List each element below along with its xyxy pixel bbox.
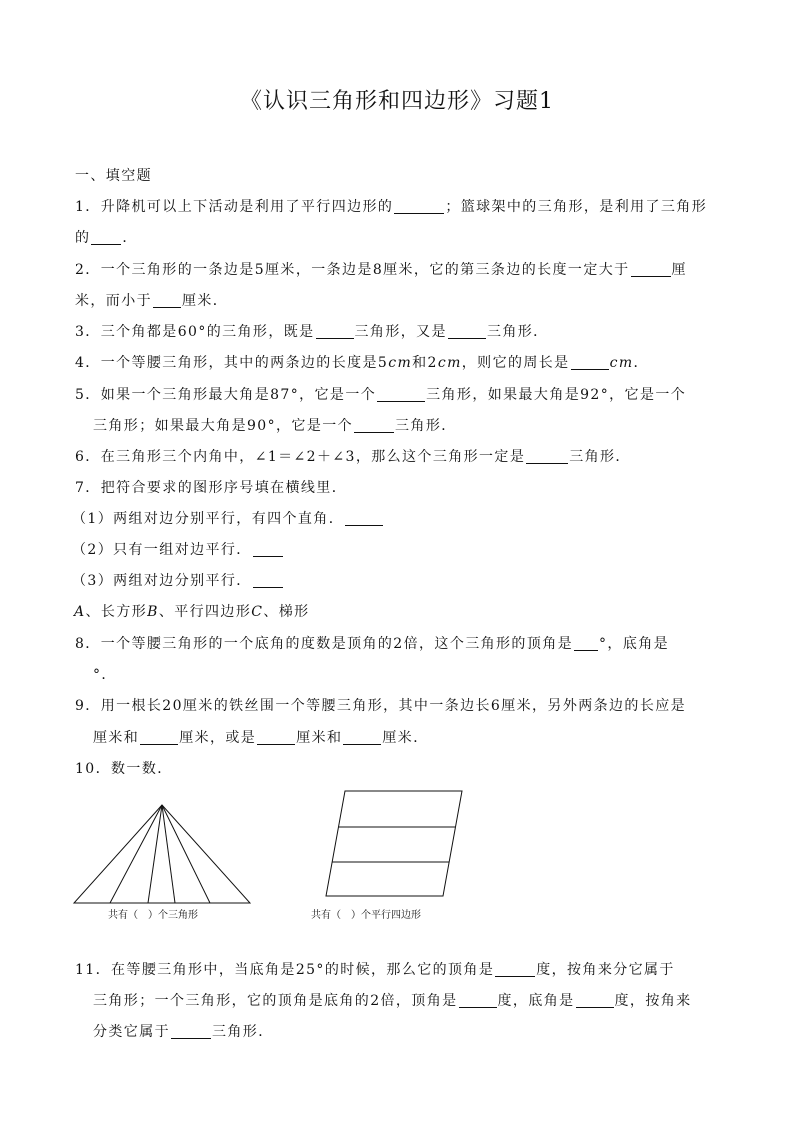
question-11-line-1 bbox=[75, 961, 675, 979]
question-1-line-1 bbox=[75, 198, 707, 216]
q11-blank-3[interactable] bbox=[576, 993, 614, 1008]
q2-text-c: 米，而小于 bbox=[75, 293, 152, 309]
q11-text-e: 度，按角来 bbox=[614, 993, 692, 1009]
q4-text-d: ． bbox=[633, 355, 649, 371]
q4-blank[interactable] bbox=[571, 355, 609, 370]
parallelogram-figure-caption: 共有（ ）个平行四边形 bbox=[311, 910, 421, 921]
q11-blank-2[interactable] bbox=[459, 993, 497, 1008]
question-2-line-1 bbox=[75, 261, 687, 279]
option-b-text: 、平行四边形 bbox=[158, 604, 252, 620]
page-title: 《认识三角形和四边形》习题1 bbox=[240, 89, 554, 114]
q5-text-a: 5．如果一个三角形最大角是87°，它是一个 bbox=[75, 387, 377, 403]
q11-blank-4[interactable] bbox=[171, 1024, 211, 1039]
question-1-line-2 bbox=[75, 229, 138, 247]
q7-blank-1[interactable] bbox=[345, 511, 383, 526]
q8-text-c: °． bbox=[93, 667, 117, 683]
q5-text-b: 三角形，如果最大角是92°，它是一个 bbox=[426, 387, 687, 403]
option-a-text: 、长方形 bbox=[85, 604, 148, 620]
q6-text-a: 6．在三角形三个内角中，∠1＝∠2＋∠3，那么这个三角形一定是 bbox=[75, 449, 526, 465]
q1-text-a: 1．升降机可以上下活动是利用了平行四边形的 bbox=[75, 199, 394, 215]
q11-text-a: 11．在等腰三角形中，当底角是25°的时候，那么它的顶角是 bbox=[75, 962, 495, 978]
q4-text-c: ，则它的周长是 bbox=[461, 355, 570, 371]
q11-blank-1[interactable] bbox=[495, 962, 535, 977]
q4-text-b: 和2 bbox=[412, 355, 438, 371]
question-6 bbox=[75, 448, 631, 466]
question-5-line-2 bbox=[93, 417, 457, 435]
question-2-line-2 bbox=[75, 292, 228, 310]
question-5-line-1 bbox=[75, 386, 686, 404]
q2-text-b: 厘 bbox=[671, 262, 687, 278]
question-7-sub-3 bbox=[72, 572, 284, 590]
question-7: 7．把符合要求的图形序号填在横线里． bbox=[75, 480, 348, 496]
q3-blank-2[interactable] bbox=[448, 324, 486, 339]
q9-text-c: 厘米，或是 bbox=[179, 730, 257, 746]
question-3 bbox=[75, 323, 549, 341]
q5-text-d: 三角形． bbox=[395, 418, 457, 434]
q6-text-b: 三角形． bbox=[569, 449, 631, 465]
q6-blank[interactable] bbox=[526, 449, 568, 464]
triangle-figure bbox=[70, 800, 260, 925]
option-c-text: 、梯形 bbox=[263, 604, 310, 620]
q4-unit-3: cm bbox=[609, 355, 634, 371]
question-9-line-1 bbox=[75, 697, 686, 715]
q1-text-c: 的 bbox=[75, 230, 91, 246]
q4-unit-1: cm bbox=[388, 355, 413, 371]
question-11-line-3 bbox=[93, 1023, 274, 1041]
q7-blank-3[interactable] bbox=[253, 573, 283, 588]
q1-text-b: ；篮球架中的三角形，是利用了三角形 bbox=[445, 199, 708, 215]
q3-blank-1[interactable] bbox=[316, 324, 354, 339]
q5-blank-1[interactable] bbox=[377, 387, 425, 402]
parallelogram-figure bbox=[305, 787, 470, 925]
q9-text-d: 厘米和 bbox=[296, 730, 343, 746]
q11-text-f: 分类它属于 bbox=[93, 1024, 170, 1040]
question-7-options bbox=[74, 603, 310, 621]
q9-text-e: 厘米． bbox=[382, 730, 429, 746]
q1-blank-1[interactable] bbox=[394, 199, 444, 214]
q9-text-a: 9．用一根长20厘米的铁丝围一个等腰三角形，其中一条边长6厘米，另外两条边的长应是 bbox=[75, 698, 687, 714]
question-10: 10．数一数． bbox=[75, 761, 173, 777]
question-11-line-2 bbox=[93, 992, 692, 1010]
option-c-letter: C bbox=[251, 604, 264, 620]
q4-unit-2: cm bbox=[437, 355, 462, 371]
q4-text-a: 4．一个等腰三角形，其中的两条边的长度是5 bbox=[75, 355, 389, 371]
q7-sub-2-text: （2）只有一组对边平行． bbox=[72, 542, 252, 558]
q7-sub-3-text: （3）两组对边分别平行． bbox=[72, 573, 252, 589]
q1-blank-2[interactable] bbox=[91, 230, 121, 245]
q8-blank-1[interactable] bbox=[574, 636, 598, 651]
q1-text-d: ． bbox=[122, 230, 138, 246]
section-heading: 一、填空题 bbox=[75, 168, 152, 184]
q2-text-a: 2．一个三角形的一条边是5厘米，一条边是8厘米，它的第三条边的长度一定大于 bbox=[75, 262, 630, 278]
option-a-letter: A bbox=[74, 604, 86, 620]
q7-sub-1-text: （1）两组对边分别平行，有四个直角． bbox=[72, 511, 345, 527]
question-8-line-1 bbox=[75, 635, 669, 653]
q11-text-g: 三角形． bbox=[212, 1024, 274, 1040]
q8-text-a: 8．一个等腰三角形的一个底角的度数是顶角的2倍，这个三角形的顶角是 bbox=[75, 636, 574, 652]
q9-blank-2[interactable] bbox=[257, 730, 295, 745]
q3-text-c: 三角形． bbox=[486, 324, 549, 340]
question-8-line-2 bbox=[93, 666, 117, 684]
q3-text-a: 3．三个角都是60°的三角形，既是 bbox=[75, 324, 315, 340]
q5-blank-2[interactable] bbox=[354, 418, 394, 433]
q2-blank-2[interactable] bbox=[153, 293, 181, 308]
q8-text-b: °，底角是 bbox=[599, 636, 670, 652]
q11-text-d: 度，底角是 bbox=[497, 993, 575, 1009]
q9-blank-1[interactable] bbox=[140, 730, 178, 745]
question-9-line-2 bbox=[93, 729, 429, 747]
question-7-sub-1 bbox=[72, 510, 384, 528]
q9-blank-3[interactable] bbox=[343, 730, 381, 745]
q11-text-b: 度，按角来分它属于 bbox=[536, 962, 675, 978]
q7-blank-2[interactable] bbox=[253, 542, 283, 557]
question-4 bbox=[75, 354, 649, 372]
q11-text-c: 三角形；一个三角形，它的顶角是底角的2倍，顶角是 bbox=[93, 993, 458, 1009]
q2-text-d: 厘米． bbox=[182, 293, 229, 309]
q2-blank-1[interactable] bbox=[631, 262, 671, 277]
triangle-figure-caption: 共有（ ）个三角形 bbox=[108, 910, 198, 921]
q3-text-b: 三角形，又是 bbox=[354, 324, 447, 340]
option-b-letter: B bbox=[147, 604, 159, 620]
question-7-sub-2 bbox=[72, 541, 284, 559]
q5-text-c: 三角形；如果最大角是90°，它是一个 bbox=[93, 418, 354, 434]
q9-text-b: 厘米和 bbox=[93, 730, 140, 746]
